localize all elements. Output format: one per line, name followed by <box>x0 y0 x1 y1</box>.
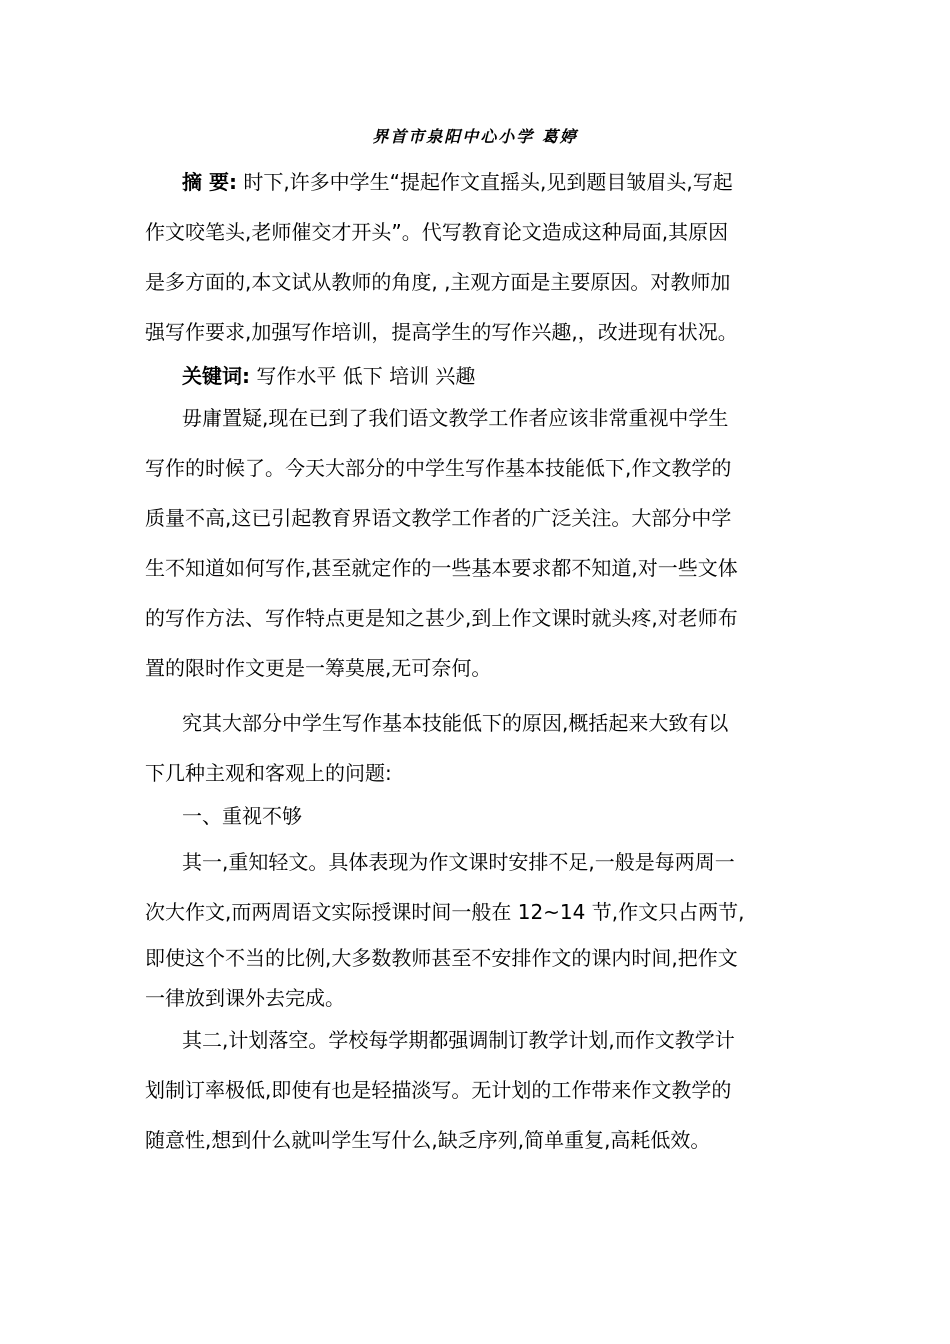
paragraph3-line-2: 次大作文,而两周语文实际授课时间一般在 12~14 节,作文只占两节, <box>145 900 745 924</box>
author-line: 界首市泉阳中心小学 葛婷 <box>372 127 578 146</box>
abstract-line-2: 作文咬笔头,老师催交才开头”。代写教育论文造成这种局面,其原因 <box>145 220 729 244</box>
keywords-label: 关键词: <box>182 364 250 388</box>
abstract-line-3: 是多方面的,本文试从教师的角度, ,主观方面是主要原因。对教师加 <box>145 270 731 294</box>
abstract-text-1: 时下,许多中学生“提起作文直摇头,见到题目皱眉头,写起 <box>236 170 733 194</box>
paragraph3-line-3: 即使这个不当的比例,大多数教师甚至不安排作文的课内时间,把作文 <box>145 946 738 970</box>
keywords-text: 写作水平 低下 培训 兴趣 <box>250 364 476 388</box>
paragraph1-line-4: 生不知道如何写作,甚至就定作的一些基本要求都不知道,对一些文体 <box>145 556 738 580</box>
paragraph2-line-2: 下几种主观和客观上的问题: <box>145 761 392 785</box>
section-heading-1: 一、重视不够 <box>182 804 302 828</box>
paragraph3-line-1: 其一,重知轻文。具体表现为作文课时安排不足,一般是每两周一 <box>182 850 735 874</box>
paragraph1-line-3: 质量不高,这已引起教育界语文教学工作者的广泛关注。大部分中学 <box>145 506 732 530</box>
keywords-line <box>182 362 475 390</box>
paragraph1-line-6: 置的限时作文更是一筹莫展,无可奈何。 <box>145 656 492 680</box>
paragraph1-line-1: 毋庸置疑,现在已到了我们语文教学工作者应该非常重视中学生 <box>182 406 729 430</box>
abstract-line-1 <box>182 168 733 196</box>
abstract-line-4: 强写作要求,加强写作培训，提高学生的写作兴趣,，改进现有状况。 <box>145 320 738 344</box>
abstract-label: 摘 要: <box>182 170 237 194</box>
paragraph2-line-1: 究其大部分中学生写作基本技能低下的原因,概括起来大致有以 <box>182 711 729 735</box>
paragraph1-line-2: 写作的时候了。今天大部分的中学生写作基本技能低下,作文教学的 <box>145 456 732 480</box>
paragraph4-line-3: 随意性,想到什么就叫学生写什么,缺乏序列,简单重复,高耗低效。 <box>145 1128 711 1152</box>
paragraph4-line-1: 其二,计划落空。学校每学期都强调制订教学计划,而作文教学计 <box>182 1028 735 1052</box>
paragraph1-line-5: 的写作方法、写作特点更是知之甚少,到上作文课时就头疼,对老师布 <box>145 606 738 630</box>
paragraph4-line-2: 划制订率极低,即使有也是轻描淡写。无计划的工作带来作文教学的 <box>145 1078 732 1102</box>
paragraph3-line-4: 一律放到课外去完成。 <box>145 986 345 1010</box>
